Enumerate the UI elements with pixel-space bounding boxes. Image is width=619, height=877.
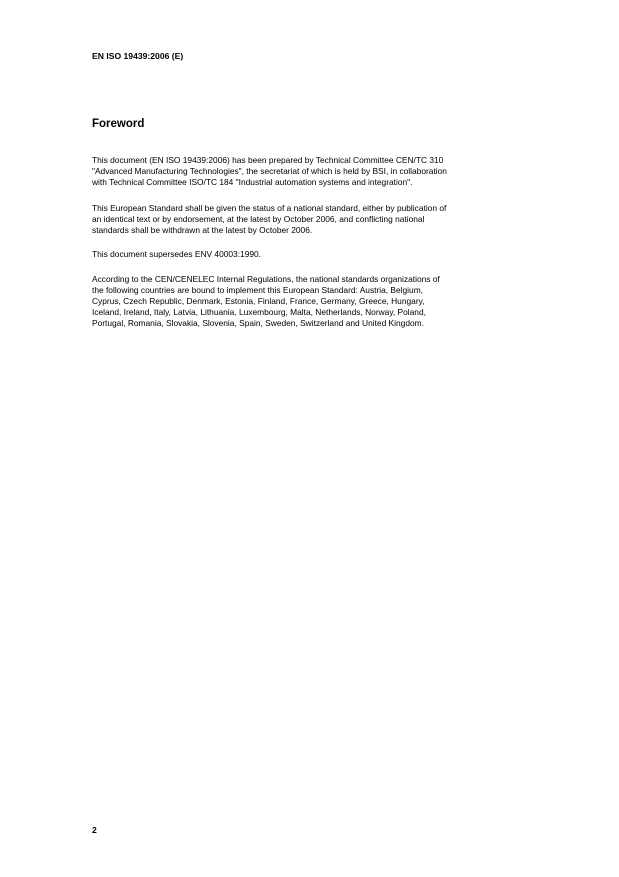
section-title: Foreword [92, 118, 145, 130]
paragraph-regulations [92, 274, 440, 329]
text-line: the following countries are bound to implement this European Standard: Austria, Belgium, [92, 285, 424, 295]
text-line: According to the CEN/CENELEC Internal Regulations, the national standards organizations of [92, 274, 440, 284]
page-number: 2 [92, 825, 97, 835]
paragraph-preparation [92, 155, 447, 188]
text-line: with Technical Committee ISO/TC 184 "Industrial automation systems and integration". [92, 177, 413, 187]
text-line: Cyprus, Czech Republic, Denmark, Estonia, Finland, France, Germany, Greece, Hungary, [92, 296, 425, 306]
paragraph-supersedes [92, 249, 261, 260]
text-line: "Advanced Manufacturing Technologies", the secretariat of which is held by BSI, in collaboration [92, 166, 447, 176]
text-line: Iceland, Ireland, Italy, Latvia, Lithuania, Luxembourg, Malta, Netherlands, Norway, Poland, [92, 307, 426, 317]
text-line: This document (EN ISO 19439:2006) has been prepared by Technical Committee CEN/TC 310 [92, 155, 444, 165]
text-line: This European Standard shall be given the status of a national standard, either by publication of [92, 203, 447, 213]
paragraph-status [92, 203, 446, 236]
text-line: Portugal, Romania, Slovakia, Slovenia, Spain, Sweden, Switzerland and United Kingdom. [92, 318, 424, 328]
document-header: EN ISO 19439:2006 (E) [92, 51, 184, 61]
text-line: standards shall be withdrawn at the latest by October 2006. [92, 225, 313, 235]
text-line: This document supersedes ENV 40003:1990. [92, 249, 262, 259]
text-line: an identical text or by endorsement, at the latest by October 2006, and conflicting national [92, 214, 425, 224]
